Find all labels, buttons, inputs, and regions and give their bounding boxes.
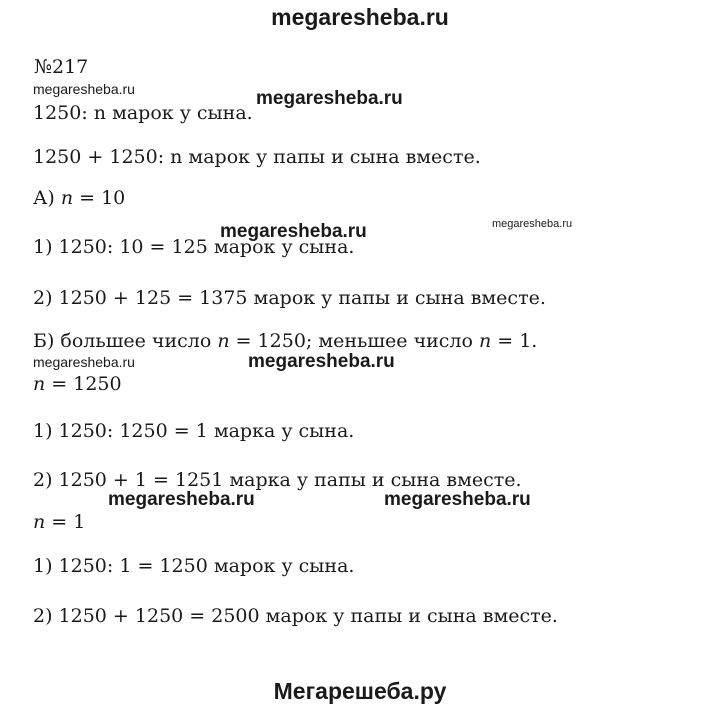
part-a-heading: А) 𝑛 = 10 bbox=[33, 187, 126, 209]
watermark: megaresheba.ru bbox=[256, 88, 403, 109]
case-1250-step-1: 1) 1250: 1250 = 1 марка у сына. bbox=[33, 420, 355, 442]
case-1-step-1: 1) 1250: 1 = 1250 марок у сына. bbox=[33, 555, 355, 577]
watermark: megaresheba.ru bbox=[108, 489, 255, 510]
watermark: megaresheba.ru bbox=[384, 489, 531, 510]
case-n-1250: 𝑛 = 1250 bbox=[33, 373, 122, 395]
part-a-step-1: 1) 1250: 10 = 125 марок у сына. bbox=[33, 236, 355, 258]
case-n-1: 𝑛 = 1 bbox=[33, 511, 86, 533]
watermark: megaresheba.ru bbox=[33, 81, 135, 97]
watermark: megaresheba.ru bbox=[492, 218, 573, 230]
case-1250-step-2: 2) 1250 + 1 = 1251 марка у папы и сына вместе. bbox=[33, 469, 522, 491]
site-header: megaresheba.ru bbox=[271, 4, 449, 30]
watermark: megaresheba.ru bbox=[220, 221, 367, 242]
part-a-step-2: 2) 1250 + 125 = 1375 марок у папы и сына вместе. bbox=[33, 287, 546, 309]
watermark: megaresheba.ru bbox=[33, 354, 135, 370]
solution-line-2: 1250 + 1250: n марок у папы и сына вместе. bbox=[33, 146, 481, 168]
solution-line-1: 1250: n марок у сына. bbox=[33, 102, 253, 124]
site-footer: Мегарешеба.ру bbox=[273, 678, 447, 704]
problem-number: №217 bbox=[34, 56, 89, 78]
watermark: megaresheba.ru bbox=[248, 351, 395, 372]
case-1-step-2: 2) 1250 + 1250 = 2500 марок у папы и сына вместе. bbox=[33, 605, 558, 627]
part-b-heading: Б) большее число 𝑛 = 1250; меньшее число 𝑛 = 1. bbox=[33, 330, 538, 352]
